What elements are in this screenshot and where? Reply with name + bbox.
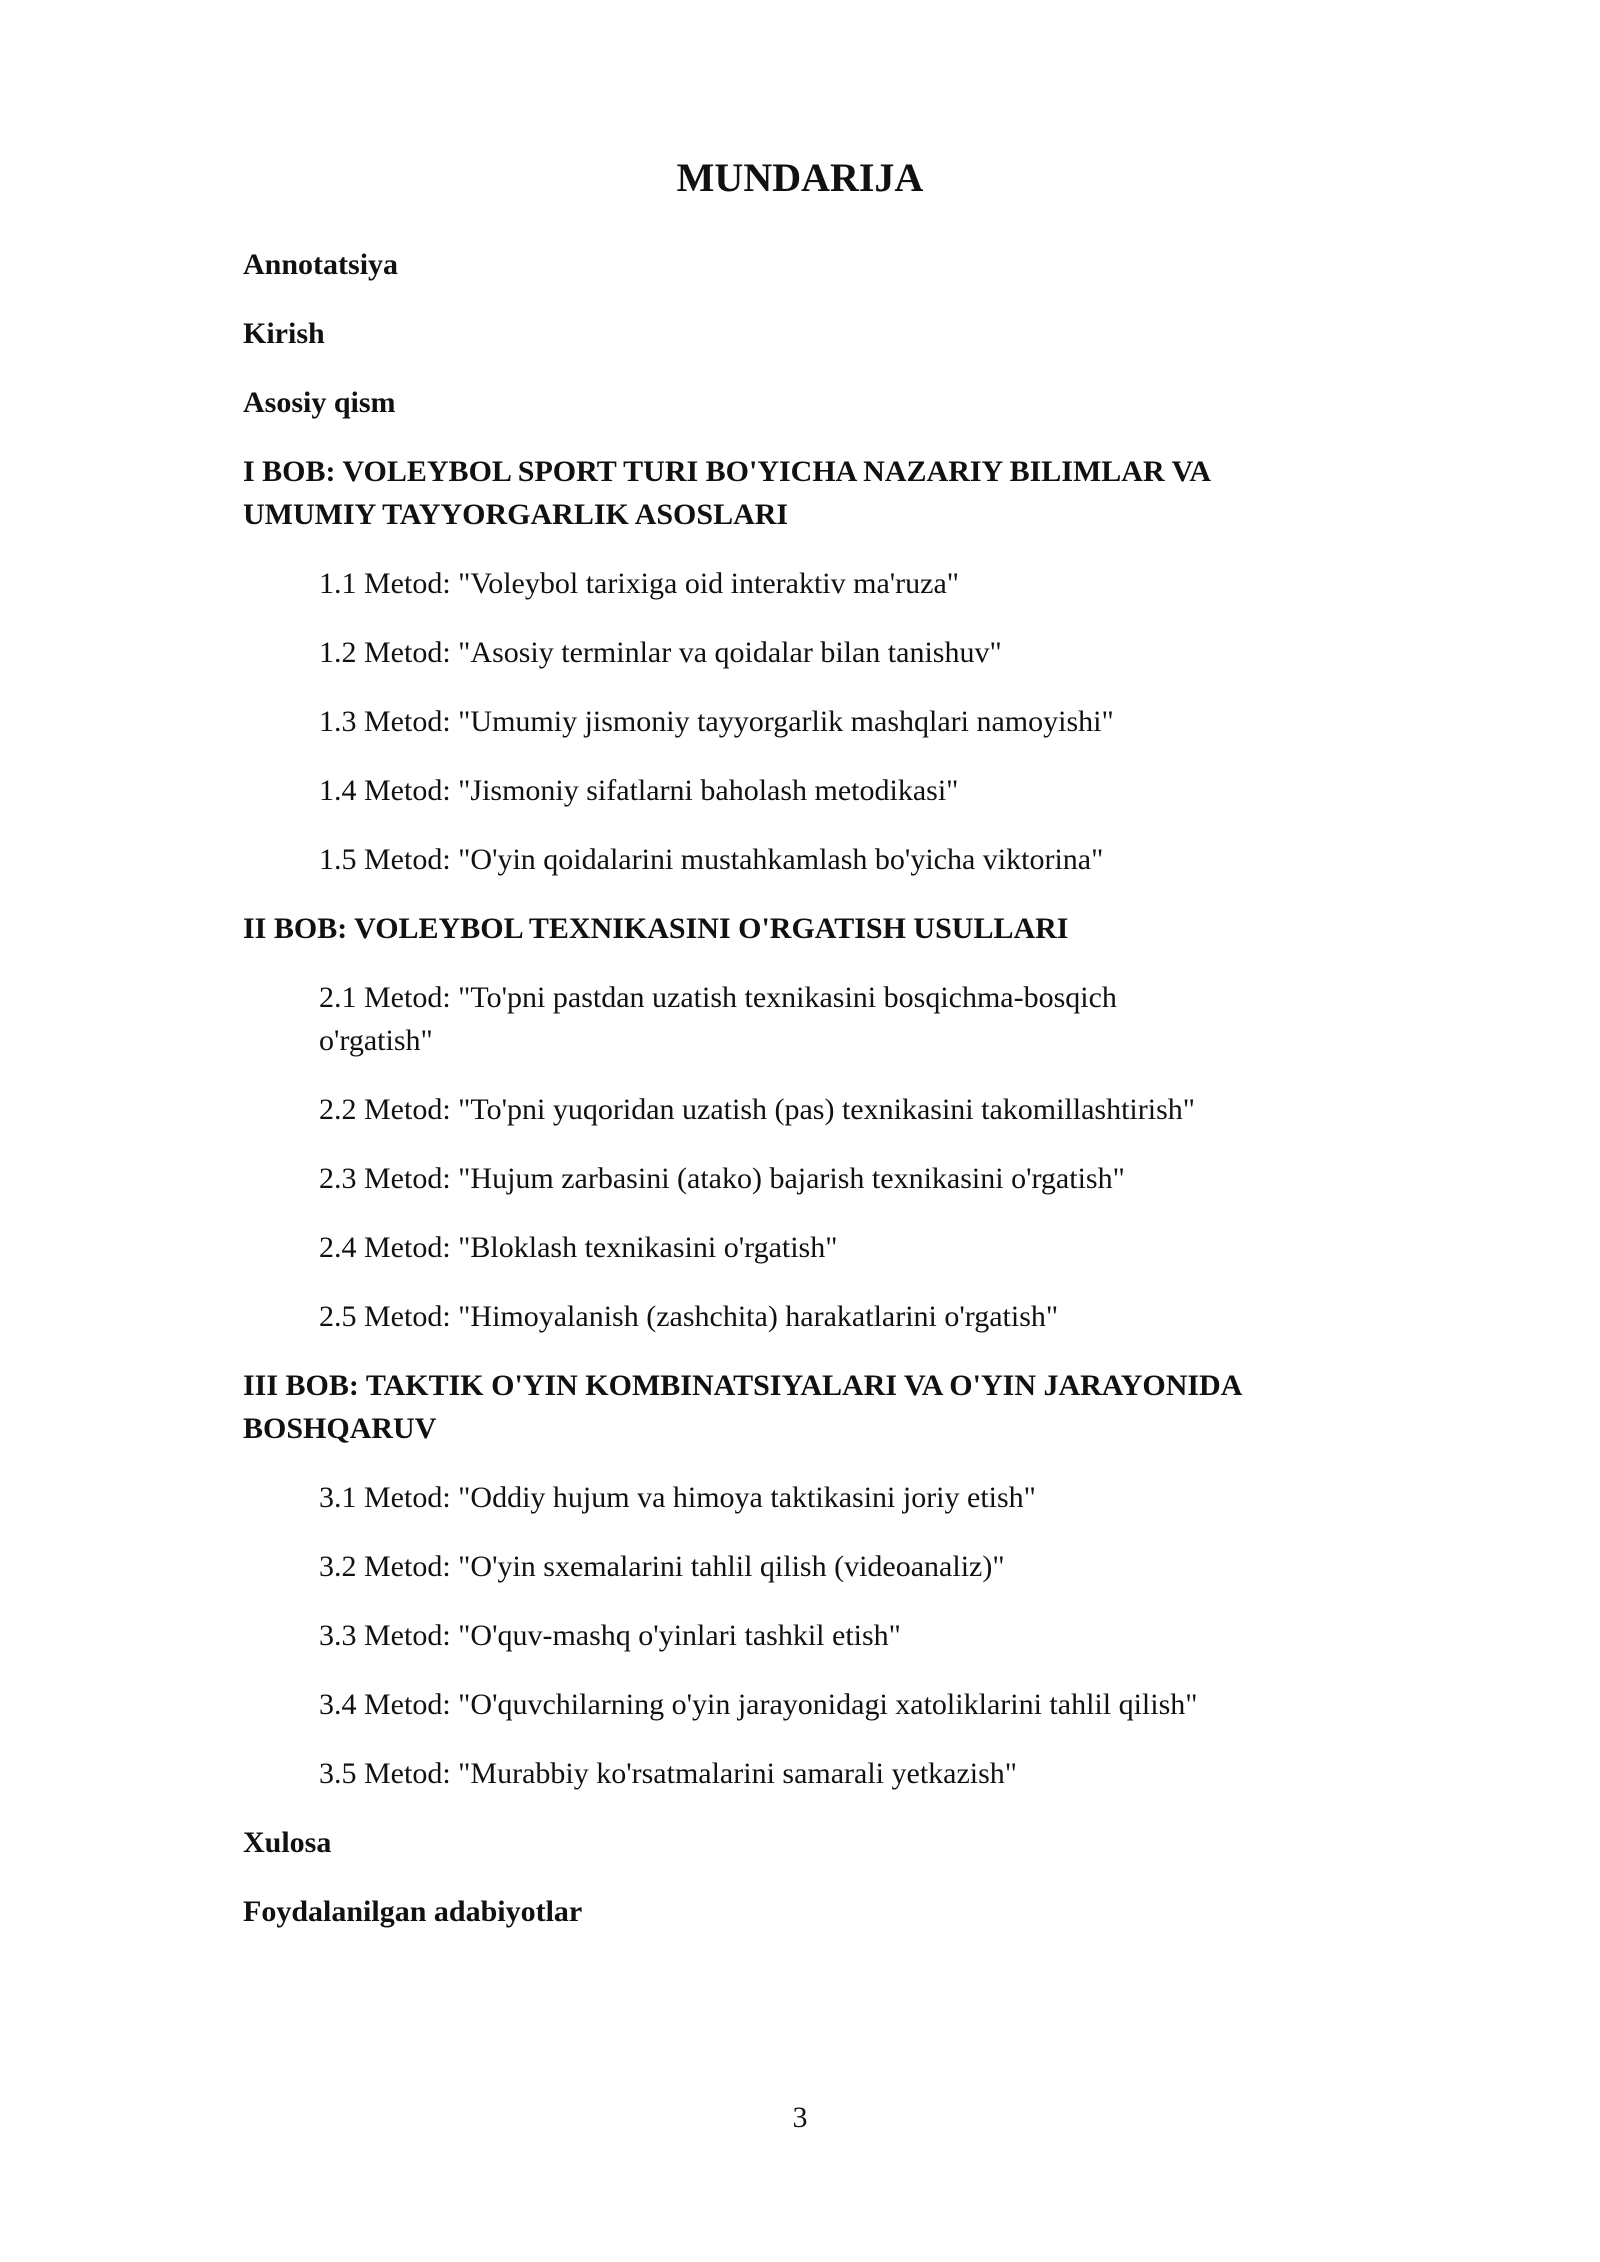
toc-item-asosiy-qism: Asosiy qism xyxy=(243,386,396,419)
toc-section-1-5: 1.5 Metod: "O'yin qoidalarini mustahkamlash bo'yicha viktorina" xyxy=(319,843,1104,876)
toc-section-3-3: 3.3 Metod: "O'quv-mashq o'yinlari tashkil etish" xyxy=(319,1619,901,1652)
toc-section-1-4: 1.4 Metod: "Jismoniy sifatlarni baholash metodikasi" xyxy=(319,774,959,807)
toc-section-2-1: 2.1 Metod: "To'pni pastdan uzatish texnikasini bosqichma-bosqich o'rgatish" xyxy=(319,981,1117,1057)
toc-section-1-1: 1.1 Metod: "Voleybol tarixiga oid interaktiv ma'ruza" xyxy=(319,567,960,600)
toc-chapter-3: III BOB: TAKTIK O'YIN KOMBINATSIYALARI VA O'YIN JARAYONIDA BOSHQARUV xyxy=(243,1369,1241,1445)
toc-section-2-4: 2.4 Metod: "Bloklash texnikasini o'rgatish" xyxy=(319,1231,838,1264)
toc-section-2-3: 2.3 Metod: "Hujum zarbasini (atako) bajarish texnikasini o'rgatish" xyxy=(319,1162,1125,1195)
toc-section-3-4: 3.4 Metod: "O'quvchilarning o'yin jarayonidagi xatoliklarini tahlil qilish" xyxy=(319,1688,1198,1721)
page-number: 3 xyxy=(792,2101,808,2134)
toc-section-2-2: 2.2 Metod: "To'pni yuqoridan uzatish (pas) texnikasini takomillashtirish" xyxy=(319,1093,1196,1126)
toc-item-xulosa: Xulosa xyxy=(243,1826,332,1859)
page-title: MUNDARIJA xyxy=(676,155,924,200)
toc-section-2-5: 2.5 Metod: "Himoyalanish (zashchita) harakatlarini o'rgatish" xyxy=(319,1300,1059,1333)
toc-chapter-2: II BOB: VOLEYBOL TEXNIKASINI O'RGATISH USULLARI xyxy=(243,912,1069,945)
toc-section-3-2: 3.2 Metod: "O'yin sxemalarini tahlil qilish (videoanaliz)" xyxy=(319,1550,1005,1583)
toc-section-1-2: 1.2 Metod: "Asosiy terminlar va qoidalar bilan tanishuv" xyxy=(319,636,1002,669)
toc-chapter-1: I BOB: VOLEYBOL SPORT TURI BO'YICHA NAZARIY BILIMLAR VA UMUMIY TAYYORGARLIK ASOSLARI xyxy=(243,455,1210,531)
toc-section-3-1: 3.1 Metod: "Oddiy hujum va himoya taktikasini joriy etish" xyxy=(319,1481,1036,1514)
toc-section-3-5: 3.5 Metod: "Murabbiy ko'rsatmalarini samarali yetkazish" xyxy=(319,1757,1018,1790)
toc-item-annotatsiya: Annotatsiya xyxy=(243,248,399,281)
toc-item-foydalanilgan-adabiyotlar: Foydalanilgan adabiyotlar xyxy=(243,1895,583,1928)
toc-item-kirish: Kirish xyxy=(243,317,325,350)
toc-section-1-3: 1.3 Metod: "Umumiy jismoniy tayyorgarlik mashqlari namoyishi" xyxy=(319,705,1114,738)
